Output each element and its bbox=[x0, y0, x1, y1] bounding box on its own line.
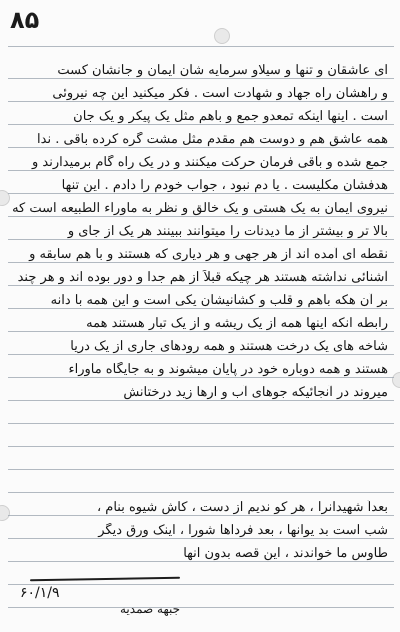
handwritten-line: رابطه انکه اینها همه از یک ریشه و از یک تبار هستند همه bbox=[86, 316, 388, 331]
handwritten-line: میروند در آنجائیکه جوهای آب و ارها زید درختانش bbox=[123, 385, 388, 400]
ruled-line bbox=[8, 492, 394, 493]
date: ۶۰/۱/۹ bbox=[20, 585, 60, 601]
handwritten-line: نقطه ای آمده اند از هر جهی و هر دیاری که هستند و با هم سابقه و bbox=[29, 247, 388, 262]
handwritten-line: طاوس ما خواندند ، این قصه بدون انها bbox=[183, 546, 388, 561]
handwritten-line: بعداً شهیدانرا ، هر کو ندیم از دست ، کاش شیوه بنام ، bbox=[96, 500, 388, 515]
handwritten-line: شب است بد یوانها ، بعد فرداها شورا ، اینک ورق دیگر bbox=[98, 523, 388, 538]
binder-hole-left-lower bbox=[0, 505, 10, 521]
ruled-line bbox=[8, 446, 394, 447]
binder-hole-right bbox=[392, 372, 400, 388]
handwritten-line: نیروی ایمان به یک هستی و یک خالق و نظر به ماوراء الطبیعه است که bbox=[12, 201, 388, 216]
signature: جبهه صمدیه bbox=[120, 602, 181, 616]
binder-hole-top bbox=[214, 28, 230, 44]
ruled-line bbox=[8, 607, 394, 608]
handwritten-line: هستند و همه دوباره خود در پایان میشوند و به جایگاه ماوراء bbox=[68, 362, 388, 377]
ruled-line bbox=[8, 46, 394, 47]
handwritten-line: همه عاشق هم و دوست هم مقدم مثل مشت گره کرده باقی . ندا bbox=[37, 132, 388, 147]
handwritten-line: جمع شده و باقی فرمان حرکت میکنند و در یک راه گام برمیدارند و bbox=[32, 155, 388, 170]
ruled-line bbox=[8, 584, 394, 585]
page-number: ۸۵ bbox=[10, 6, 40, 34]
handwritten-line: بالا تر و بیشتر از ما دیدنات را میتوانند ببینند هر یک از جای و bbox=[67, 224, 388, 239]
handwritten-line: و راهشان راه جهاد و شهادت است . فکر میکنید این چه نیروئی bbox=[52, 86, 388, 101]
handwritten-line: آشنائی نداشته هستند هر چیکه قبلاً از هم جدا و دور بوده اند و هر چند bbox=[17, 270, 388, 285]
handwritten-line: شاخه های یک درخت هستند و همه رودهای جاری از یک دریا bbox=[70, 339, 388, 354]
ruled-line bbox=[8, 423, 394, 424]
handwritten-line: است . اینها اینکه تمعدو جمع و باهم مثل یک پیکر و یک جان bbox=[73, 109, 388, 124]
handwritten-line: ای عاشقان و تنها و سیلاو سرمایه شان ایمان و جانشان کست bbox=[57, 63, 388, 78]
handwritten-line: هدفشان مکلیست . یا دم نبود ، جواب خودم را دادم . این تنها bbox=[61, 178, 388, 193]
pen-underline bbox=[30, 577, 180, 582]
ruled-line bbox=[8, 469, 394, 470]
handwritten-line: بر آن هکه باهم و قلب و کشانیشان یکی است و این همه با دانه bbox=[50, 293, 388, 308]
